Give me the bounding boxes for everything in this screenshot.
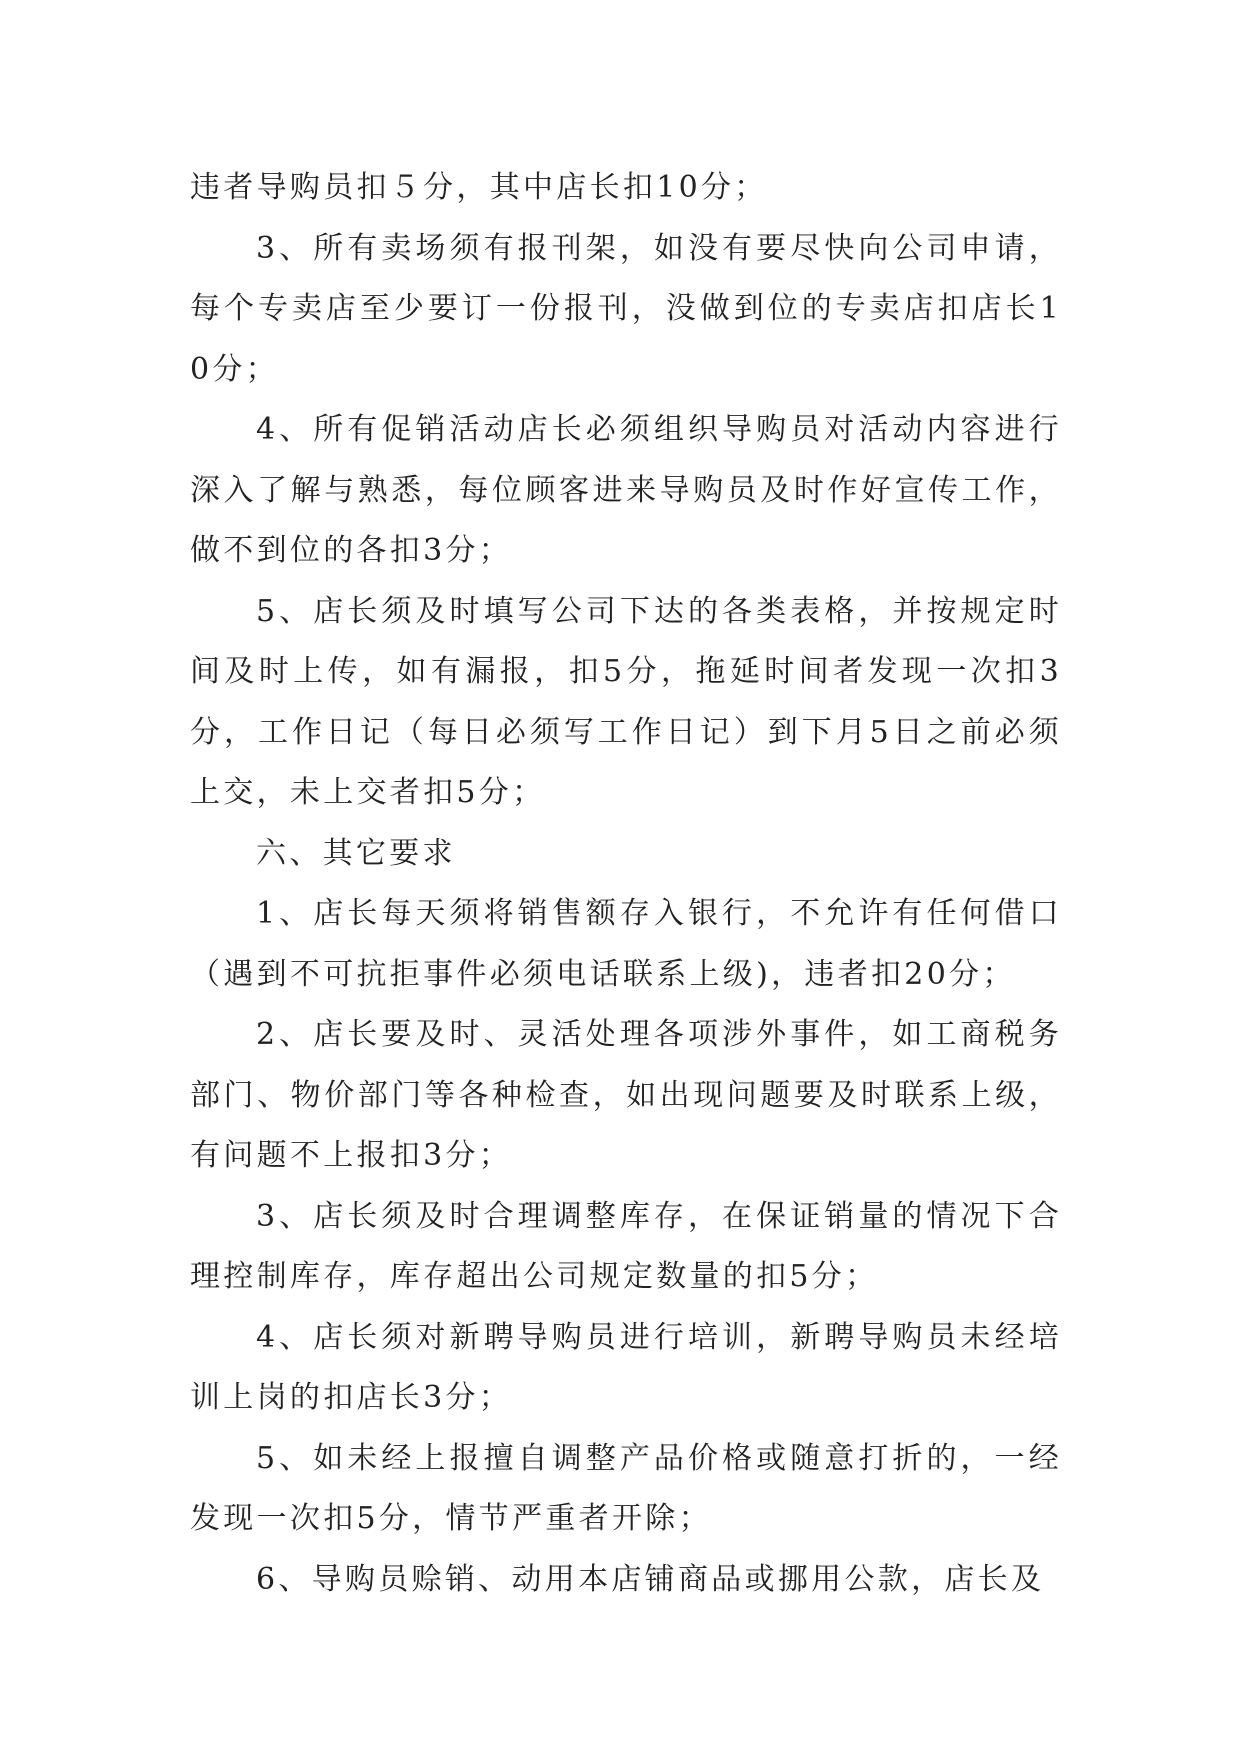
paragraph-11: 6、导购员赊销、动用本店铺商品或挪用公款，店长及 [256, 1561, 1045, 1597]
paragraph-9: 4、店长须对新聘导购员进行培训，新聘导购员未经培训上岗的扣店长3分； [190, 1319, 1062, 1415]
paragraph-10: 5、如未经上报擅自调整产品价格或随意打折的，一经发现一次扣5分，情节严重者开除； [190, 1440, 1062, 1536]
paragraph-2: 3、所有卖场须有报刊架，如没有要尽快向公司申请，每个专卖店至少要订一份报刊，没做到位的专卖店扣店长10分； [190, 230, 1062, 387]
document-body [190, 158, 1062, 1610]
paragraph-3: 4、所有促销活动店长必须组织导购员对活动内容进行深入了解与熟悉，每位顾客进来导购员及时作好宣传工作，做不到位的各扣3分； [190, 412, 1062, 568]
section-heading-other-requirements: 六、其它要求 [256, 835, 456, 871]
paragraph-1: 违者导购员扣５分，其中店长扣10分； [190, 170, 768, 205]
paragraph-4: 5、店长须及时填写公司下达的各类表格，并按规定时间及时上传，如有漏报，扣5分，拖延时间者发现一次扣3分，工作日记（每日必须写工作日记）到下月5日之前必须上交，未上交者扣5分； [190, 593, 1062, 810]
paragraph-7: 2、店长要及时、灵活处理各项涉外事件，如工商税务部门、物价部门等各种检查，如出现问题要及时联系上级，有问题不上报扣3分； [190, 1017, 1062, 1173]
paragraph-8: 3、店长须及时合理调整库存，在保证销量的情况下合理控制库存，库存超出公司规定数量的扣5分； [190, 1198, 1062, 1294]
paragraph-6: 1、店长每天须将销售额存入银行，不允许有任何借口（遇到不可抗拒事件必须电话联系上级)，违者扣20分； [190, 896, 1062, 992]
